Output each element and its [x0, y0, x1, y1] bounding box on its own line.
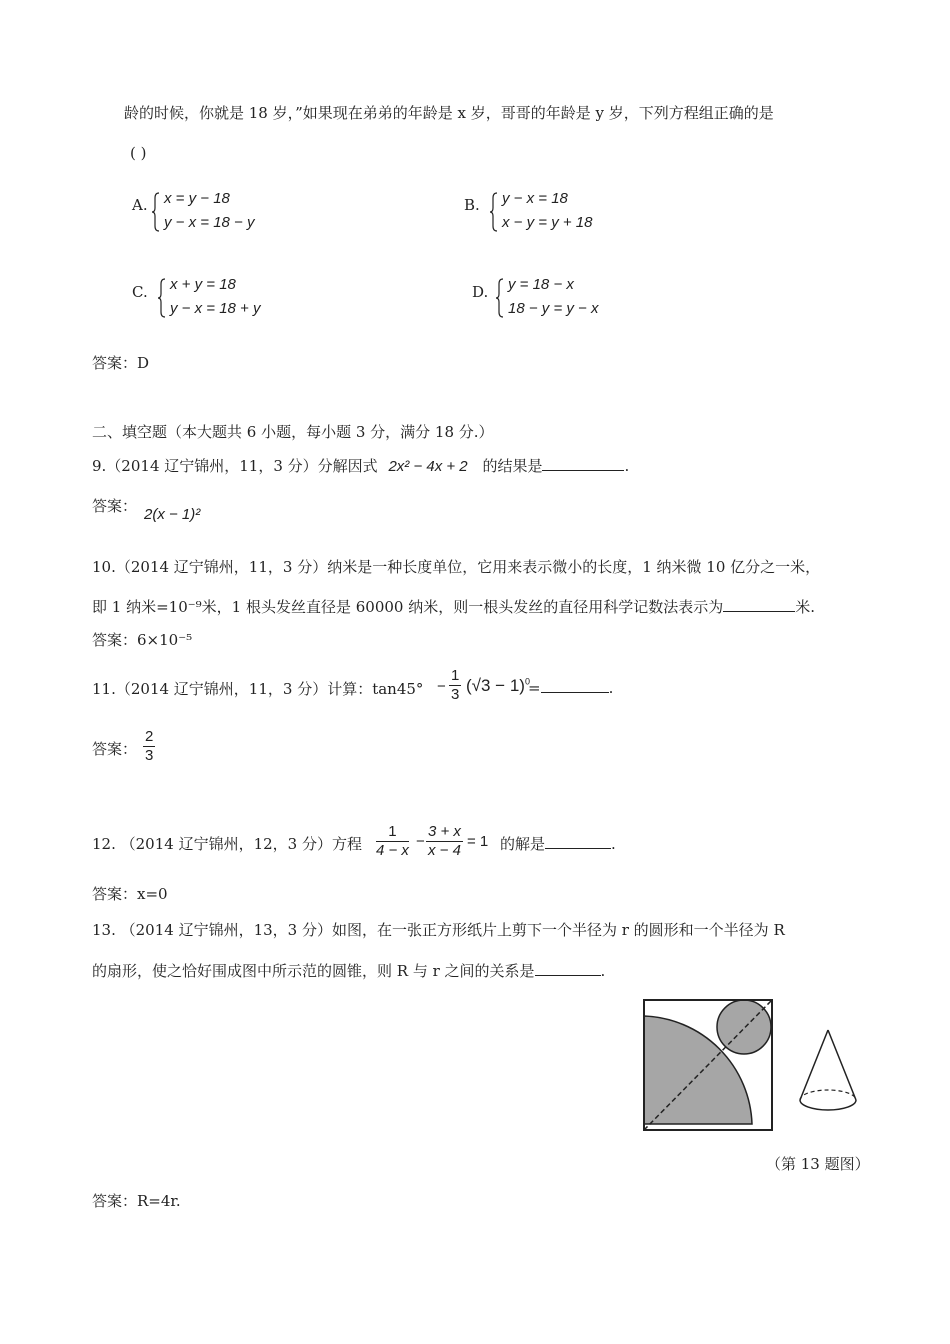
q12-fraction2 [426, 823, 463, 860]
q11-answer-den: 3 [145, 747, 154, 764]
option-d-eq2: 18 − y = y − x [508, 300, 599, 317]
q11-minus: − [437, 678, 446, 695]
q12-tail [500, 833, 616, 854]
q12-minus: − [416, 833, 425, 850]
q8-answer-paren: ( ) [130, 144, 147, 162]
q9-prefix: 9.（2014 辽宁锦州，11，3 分）分解因式 [92, 457, 378, 475]
q8-text-line: 龄的时候，你就是 18 岁，”如果现在弟弟的年龄是 x 岁，哥哥的年龄是 y 岁，下列方程组正确的是 [124, 104, 774, 122]
q11-exponent: 0 [524, 676, 530, 687]
q10-line2-suffix: 米. [795, 598, 816, 616]
q11-blank [541, 678, 609, 693]
q12-period: . [611, 835, 616, 853]
q12-frac2-num: 3 + x [428, 823, 461, 840]
q11-fraction [449, 667, 461, 704]
brace-icon [152, 192, 160, 232]
q9-suffix: 的结果是 [482, 457, 543, 475]
q13-answer: 答案：R=4r. [92, 1192, 181, 1210]
q12-fraction1 [376, 823, 409, 860]
q12-frac1-num: 1 [376, 823, 409, 842]
section-title: 二、填空题（本大题共 6 小题，每小题 3 分，满分 18 分.） [92, 423, 494, 441]
q11-tail [528, 678, 613, 697]
option-c-label: C. [132, 283, 148, 301]
q13-period: . [600, 962, 606, 980]
q13-figure [640, 996, 868, 1136]
option-c-eq1: x + y = 18 [170, 276, 236, 293]
q10-line1: 10.（2014 辽宁锦州，11，3 分）纳米是一种长度单位，它用来表示微小的长度，1 纳米微 10 亿分之一米， [92, 558, 821, 576]
q11-expr: (√3 − 1) [466, 676, 525, 695]
option-b-label: B. [464, 196, 480, 214]
cone-diagram [800, 1030, 856, 1110]
q9-period: . [624, 457, 630, 475]
q13-line2 [92, 960, 605, 981]
option-d-eq1: y = 18 − x [508, 276, 574, 293]
circle-shape [717, 1000, 771, 1054]
q13-blank [535, 961, 601, 976]
brace-icon [158, 278, 166, 318]
option-b-eq1: y − x = 18 [502, 190, 568, 207]
q9-expression: 2x² − 4x + 2 [388, 458, 468, 475]
q12-rhs: = 1 [467, 833, 489, 850]
option-b-eq2: x − y = y + 18 [502, 214, 593, 231]
q12-frac2-den: x − 4 [428, 842, 461, 859]
option-d-label: D. [472, 283, 489, 301]
option-c-eq2: y − x = 18 + y [170, 300, 261, 317]
option-a-label: A. [132, 196, 148, 214]
option-a-eq2: y − x = 18 − y [164, 214, 255, 231]
q10-line2-prefix: 即 1 纳米=10⁻⁹米，1 根头发丝直径是 60000 纳米，则一根头发丝的直径用科学记数法表示为 [92, 598, 724, 616]
brace-icon [496, 278, 504, 318]
q8-answer: 答案：D [92, 354, 150, 372]
q12-prefix: 12. （2014 辽宁锦州，12，3 分）方程 [92, 835, 362, 853]
q11-prefix: 11.（2014 辽宁锦州，11，3 分）计算：tan45° [92, 680, 424, 698]
q10-blank [723, 597, 795, 612]
q11-answer-num: 2 [145, 728, 154, 745]
q11-answer-label: 答案： [92, 740, 138, 758]
brace-icon [490, 192, 498, 232]
square-paper-diagram [644, 1000, 772, 1130]
q11-eq: = [528, 679, 541, 697]
q12-suffix: 的解是 [500, 835, 546, 853]
q11-expression [466, 676, 530, 696]
q12-answer: 答案：x=0 [92, 885, 168, 903]
q10-line2 [92, 596, 815, 617]
q13-line1: 13. （2014 辽宁锦州，13，3 分）如图，在一张正方形纸片上剪下一个半径为 r 的圆形和一个半径为 R [92, 921, 785, 939]
q12-blank [545, 834, 611, 849]
q9-text [92, 455, 629, 476]
figure-caption: （第 13 题图） [766, 1155, 870, 1173]
q10-answer: 答案：6×10⁻⁵ [92, 631, 193, 649]
q9-answer: 2(x − 1)² [144, 506, 201, 523]
q13-line2-prefix: 的扇形，使之恰好围成图中所示范的圆锥，则 R 与 r 之间的关系是 [92, 962, 535, 980]
q11-frac-num: 1 [451, 667, 460, 684]
q9-blank [542, 456, 624, 471]
q11-answer-fraction [143, 728, 155, 765]
option-a-eq1: x = y − 18 [164, 190, 230, 207]
q11-period: . [608, 679, 614, 697]
q12-frac1-den: 4 − x [376, 842, 409, 859]
q11-frac-den: 3 [451, 686, 460, 703]
q9-answer-label: 答案： [92, 497, 138, 515]
